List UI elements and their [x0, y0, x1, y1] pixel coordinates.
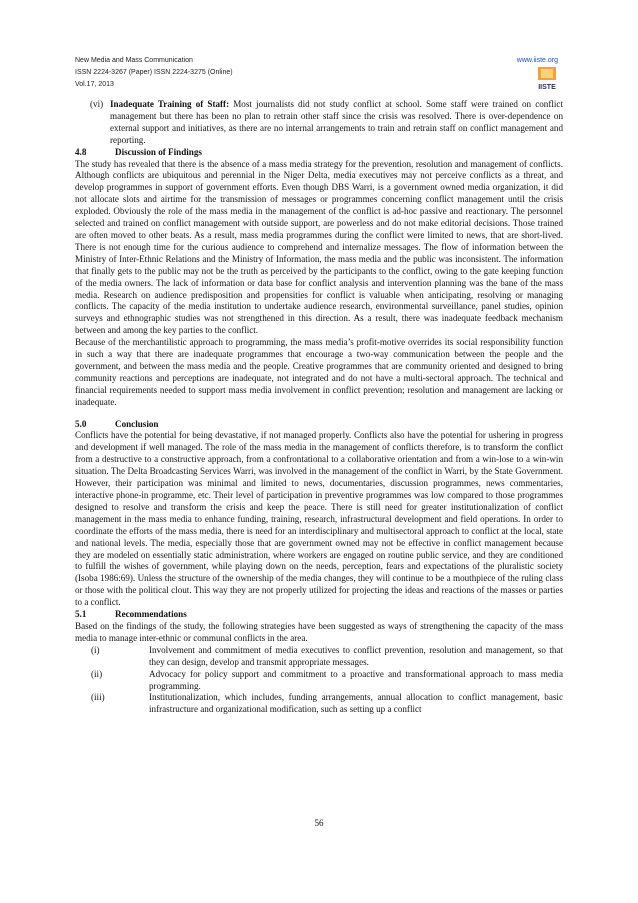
- iiste-logo: [536, 66, 558, 92]
- recommendation-item: [75, 669, 563, 693]
- section-heading: [75, 419, 563, 431]
- item-number: (iii): [91, 692, 105, 703]
- journal-url-link[interactable]: www.iiste.org: [516, 57, 558, 64]
- volume-line: Vol.17, 2013: [75, 81, 114, 88]
- paragraph: Because of the merchantilistic approach to programming, the mass media’s profit-motive overrides its social responsibility function in such a way that there are inadequate programmes that encourage a two-way communication between the people and the government, and between the mass media and the people. Creative programmes that are community oriented and designed to bring community reactions and perceptions are inadequate, not integrated and do not have a multi-sectoral approach. The technical and financial requirements needed to support mass media involvement in conflict prevention; resolution and management are lacking or inadequate.: [75, 337, 563, 407]
- item-number: (ii): [91, 668, 103, 679]
- paragraph: The study has revealed that there is the absence of a mass media strategy for the prevention, resolution and management of conflicts. Although conflicts are ubiquitous and perennial in the Niger Delta, media executives may not perceive conflicts as a threat, and develop programmes in support of government efforts. Even though DBS Warri, is a government owned media organization, it did not allocate slots and airtime for the transmission of messages or programmes concerning conflict management until the crisis exploded. Obviously the role of the mass media in the management of the conflict is ad-hoc passive and reactionary. The personnel selected and trained on conflict management with outside support, are powerless and do not make editorial decisions. Those trained are often moved to other beats. As a result, mass media programmes during the conflict were limited to news, that are short-lived. There is not enough time for the curious audience to comprehend and internalize messages. The flow of information between the Ministry of Inter-Ethnic Relations and the Ministry of Information, the mass media and the public was inconsistent. The information that finally gets to the public may not be the truth as perceived by the participants to the conflict, owing to the gate keeping function of the media owners. The lack of information or data base for conflict analysis and intervention planning was the bane of the mass media. Research on audience predisposition and propensities for conflict is valuable when anticipating, resolving or managing conflicts. The capacity of the media institution to undertake audience research, environmental surveillance, panel studies, opinion surveys and ethnographic studies was not strengthened in this direction. As a result, there was inadequate feedback mechanism between and among the key parties to the conflict.: [75, 158, 563, 336]
- finding-item-vi: [75, 99, 563, 147]
- paragraph: Based on the findings of the study, the following strategies have been suggested as ways of strengthening the capacity of the mass media to manage inter-ethnic or communal conflicts in the area.: [75, 620, 563, 643]
- item-title: Inadequate Training of Staff:: [110, 99, 230, 109]
- issn-line: ISSN 2224-3267 (Paper) ISSN 2224-3275 (Online): [75, 69, 233, 76]
- section-title: Recommendations: [115, 609, 187, 620]
- journal-name: New Media and Mass Communication: [75, 57, 193, 64]
- section-title: Conclusion: [115, 418, 159, 429]
- section-title: Discussion of Findings: [115, 146, 202, 157]
- item-text: Most journalists did not study conflict at school. Some staff were trained on conflict management but there has been no plan to retrain other staff since the crisis was resolved. There is over-dependence on external support and initiatives, as there are no internal arrangements to train and retrain staff on conflict management and reporting.: [110, 99, 563, 145]
- item-text: Involvement and commitment of media executives to conflict prevention, resolution and management, so that they can design, develop and transmit appropriate messages.: [149, 644, 563, 667]
- item-text: Institutionalization, which includes, funding arrangements, annual allocation to conflict management, basic infrastructure and organizational modification, such as setting up a conflict: [149, 692, 563, 715]
- svg-text:IISTE: IISTE: [538, 84, 556, 91]
- recommendation-item: [75, 645, 563, 669]
- section-number: 4.8: [75, 146, 87, 157]
- item-text: Advocacy for policy support and commitment to a proactive and transformational approach to mass media programming.: [149, 668, 563, 691]
- section-heading: [75, 609, 563, 621]
- item-number: (i): [91, 644, 100, 655]
- paragraph: Conflicts have the potential for being devastative, if not managed properly. Conflicts also have the potential for ushering in progress and development if well managed. The role of the mass media in the management of conflicts therefore, is to transform the conflict from a destructive to a constructive approach, from a confrontational to a collaborative orientation and from a win-lose to a win-win situation. The Delta Broadcasting Services Warri, was involved in the management of the conflict in Warri, by the State Government. However, their participation was minimal and limited to news, documentaries, discussion programmes, news commentaries, interactive phone-in programme, etc. Their level of participation in preventive programmes was low compared to those programmes designed to resolve and transform the crisis and keep the peace. There is still need for greater institutionalization of conflict management in the mass media to enhance funding, training, research, infrastructural development and field operations. In order to coordinate the efforts of the mass media, there is need for an interdisciplinary and multisectoral approach to conflict at the local, state and national levels. The media, especially those that are government owned may not be effective in conflict management because they are modeled on essentially static administration, where workers are engaged on routine public service, and they are conditioned to fulfill the wishes of government, while playing down on the needs, perception, fears and expectations of the pluralistic society (Isoba 1986:69). Unless the structure of the ownership of the media changes, they will continue to be a mouthpiece of the ruling class or those with the political clout. This way they are not properly utilized for projecting the ideas and reactions of the masses or parties to a conflict.: [75, 430, 563, 608]
- section-number: 5.1: [75, 609, 87, 620]
- article-body: [75, 99, 563, 716]
- recommendation-item: [75, 692, 563, 716]
- section-heading: [75, 147, 563, 159]
- item-number: (vi): [90, 99, 104, 109]
- page-number: 56: [314, 818, 324, 828]
- section-number: 5.0: [75, 418, 87, 429]
